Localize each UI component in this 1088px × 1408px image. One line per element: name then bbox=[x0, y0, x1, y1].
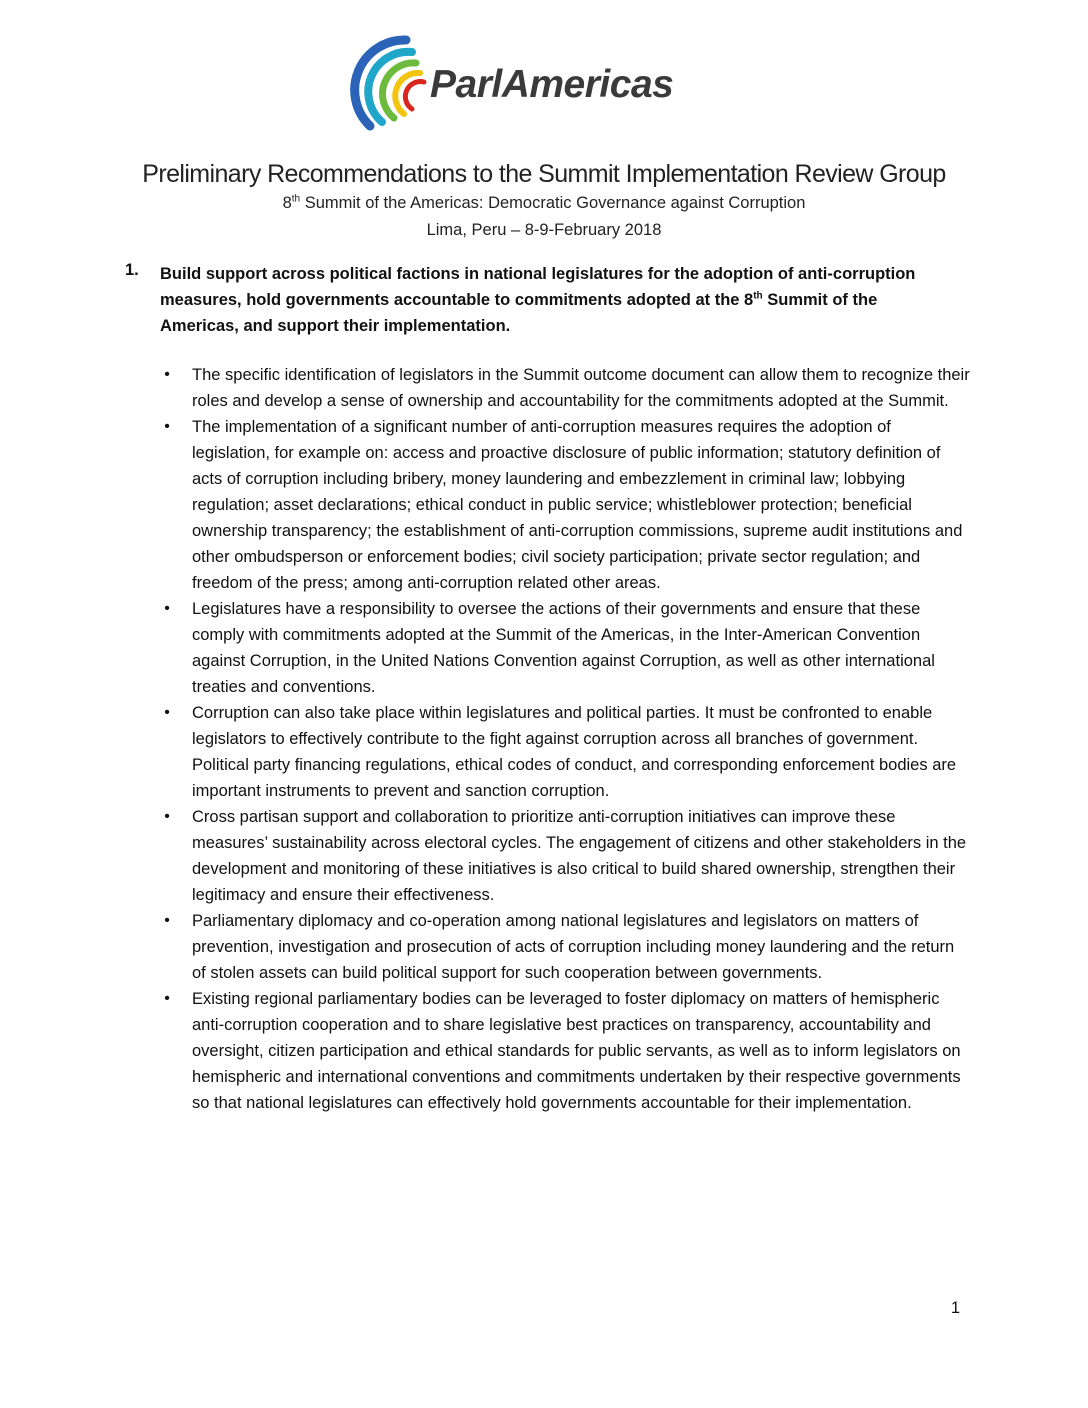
parlamericas-logo bbox=[346, 30, 736, 140]
bullet-text: Parliamentary diplomacy and co-operation among national legislatures and legislators on matters of prevention, investigation and prosecution of acts of corruption including money laundering and the return of stolen assets can build political support for such cooperation between governments. bbox=[192, 912, 955, 982]
bullet-text: Legislatures have a responsibility to oversee the actions of their governments and ensure that these comply with commitments adopted at the Summit of the Americas, in the Inter-American Convention against Corruption, in the United Nations Convention against Corruption, as well as other international treaties and conventions. bbox=[192, 600, 935, 696]
document-title: Preliminary Recommendations to the Summit Implementation Review Group bbox=[142, 160, 946, 188]
bullet-item bbox=[160, 804, 970, 908]
bullet-list bbox=[160, 362, 970, 1116]
document-location-date: Lima, Peru – 8-9-February 2018 bbox=[426, 221, 662, 239]
bullet-icon: • bbox=[164, 418, 170, 435]
bullet-icon: • bbox=[164, 600, 170, 617]
bullet-text: The implementation of a significant number of anti-corruption measures requires the adoption of legislation, for example on: access and proactive disclosure of public information; statutory definition of acts of corruption including bribery, money laundering and embezzlement in criminal law; lobbying regulation; asset declarations; ethical conduct in public service; whistleblower protection; beneficial ownership transparency; the establishment of anti-corruption commissions, supreme audit institutions and other ombudsperson or enforcement bodies; civil society participation; private sector regulation; and freedom of the press; among anti-corruption related other areas. bbox=[192, 418, 963, 592]
bullet-item bbox=[160, 700, 970, 804]
bullet-icon: • bbox=[164, 912, 170, 929]
bullet-item bbox=[160, 596, 970, 700]
bullet-item bbox=[160, 908, 970, 986]
bullet-icon: • bbox=[164, 366, 170, 383]
section-heading-text bbox=[160, 261, 955, 339]
logo-wordmark: ParlAmericas bbox=[430, 63, 674, 106]
section-number: 1. bbox=[125, 261, 139, 279]
bullet-item bbox=[160, 414, 970, 596]
section-heading-part2: Summit of the Americas, and support their implementation. bbox=[160, 291, 878, 335]
bullet-text: The specific identification of legislators in the Summit outcome document can allow them to recognize their roles and develop a sense of ownership and accountability for the commitments adopted at the Summit. bbox=[192, 366, 970, 410]
subtitle-text: Summit of the Americas: Democratic Governance against Corruption bbox=[300, 194, 806, 212]
bullet-text: Existing regional parliamentary bodies can be leveraged to foster diplomacy on matters of hemispheric anti-corruption cooperation and to share legislative best practices on transparency, accountability and oversight, citizen participation and ethical standards for public servants, as well as to inform legislators on hemispheric and international conventions and commitments undertaken by their respective governments so that national legislatures can effectively hold governments accountable for their implementation. bbox=[192, 990, 961, 1112]
subtitle-ordinal: 8 bbox=[282, 194, 292, 212]
bullet-item bbox=[160, 986, 970, 1116]
subtitle-ordinal-suffix: th bbox=[291, 193, 301, 205]
section-heading-part1: Build support across political factions in national legislatures for the adoption of anti-corruption measures, hold governments accountable to commitments adopted at the 8 bbox=[160, 265, 916, 309]
bullet-icon: • bbox=[164, 704, 170, 721]
bullet-icon: • bbox=[164, 808, 170, 825]
section-heading-sup: th bbox=[753, 290, 763, 302]
bullet-item bbox=[160, 362, 970, 414]
bullet-text: Corruption can also take place within legislatures and political parties. It must be confronted to enable legislators to effectively contribute to the fight against corruption across all branches of government. Political party financing regulations, ethical codes of conduct, and corresponding enforcement bodies are important instruments to prevent and sanction corruption. bbox=[192, 704, 957, 800]
document-subtitle bbox=[0, 194, 1088, 213]
bullet-text: Cross partisan support and collaboration to prioritize anti-corruption initiatives can improve these measures’ sustainability across electoral cycles. The engagement of citizens and other stakeholders in the development and monitoring of these initiatives is also critical to build shared ownership, strengthen their legitimacy and ensure their effectiveness. bbox=[192, 808, 967, 904]
bullet-icon: • bbox=[164, 990, 170, 1007]
page-number: 1 bbox=[950, 1299, 960, 1317]
